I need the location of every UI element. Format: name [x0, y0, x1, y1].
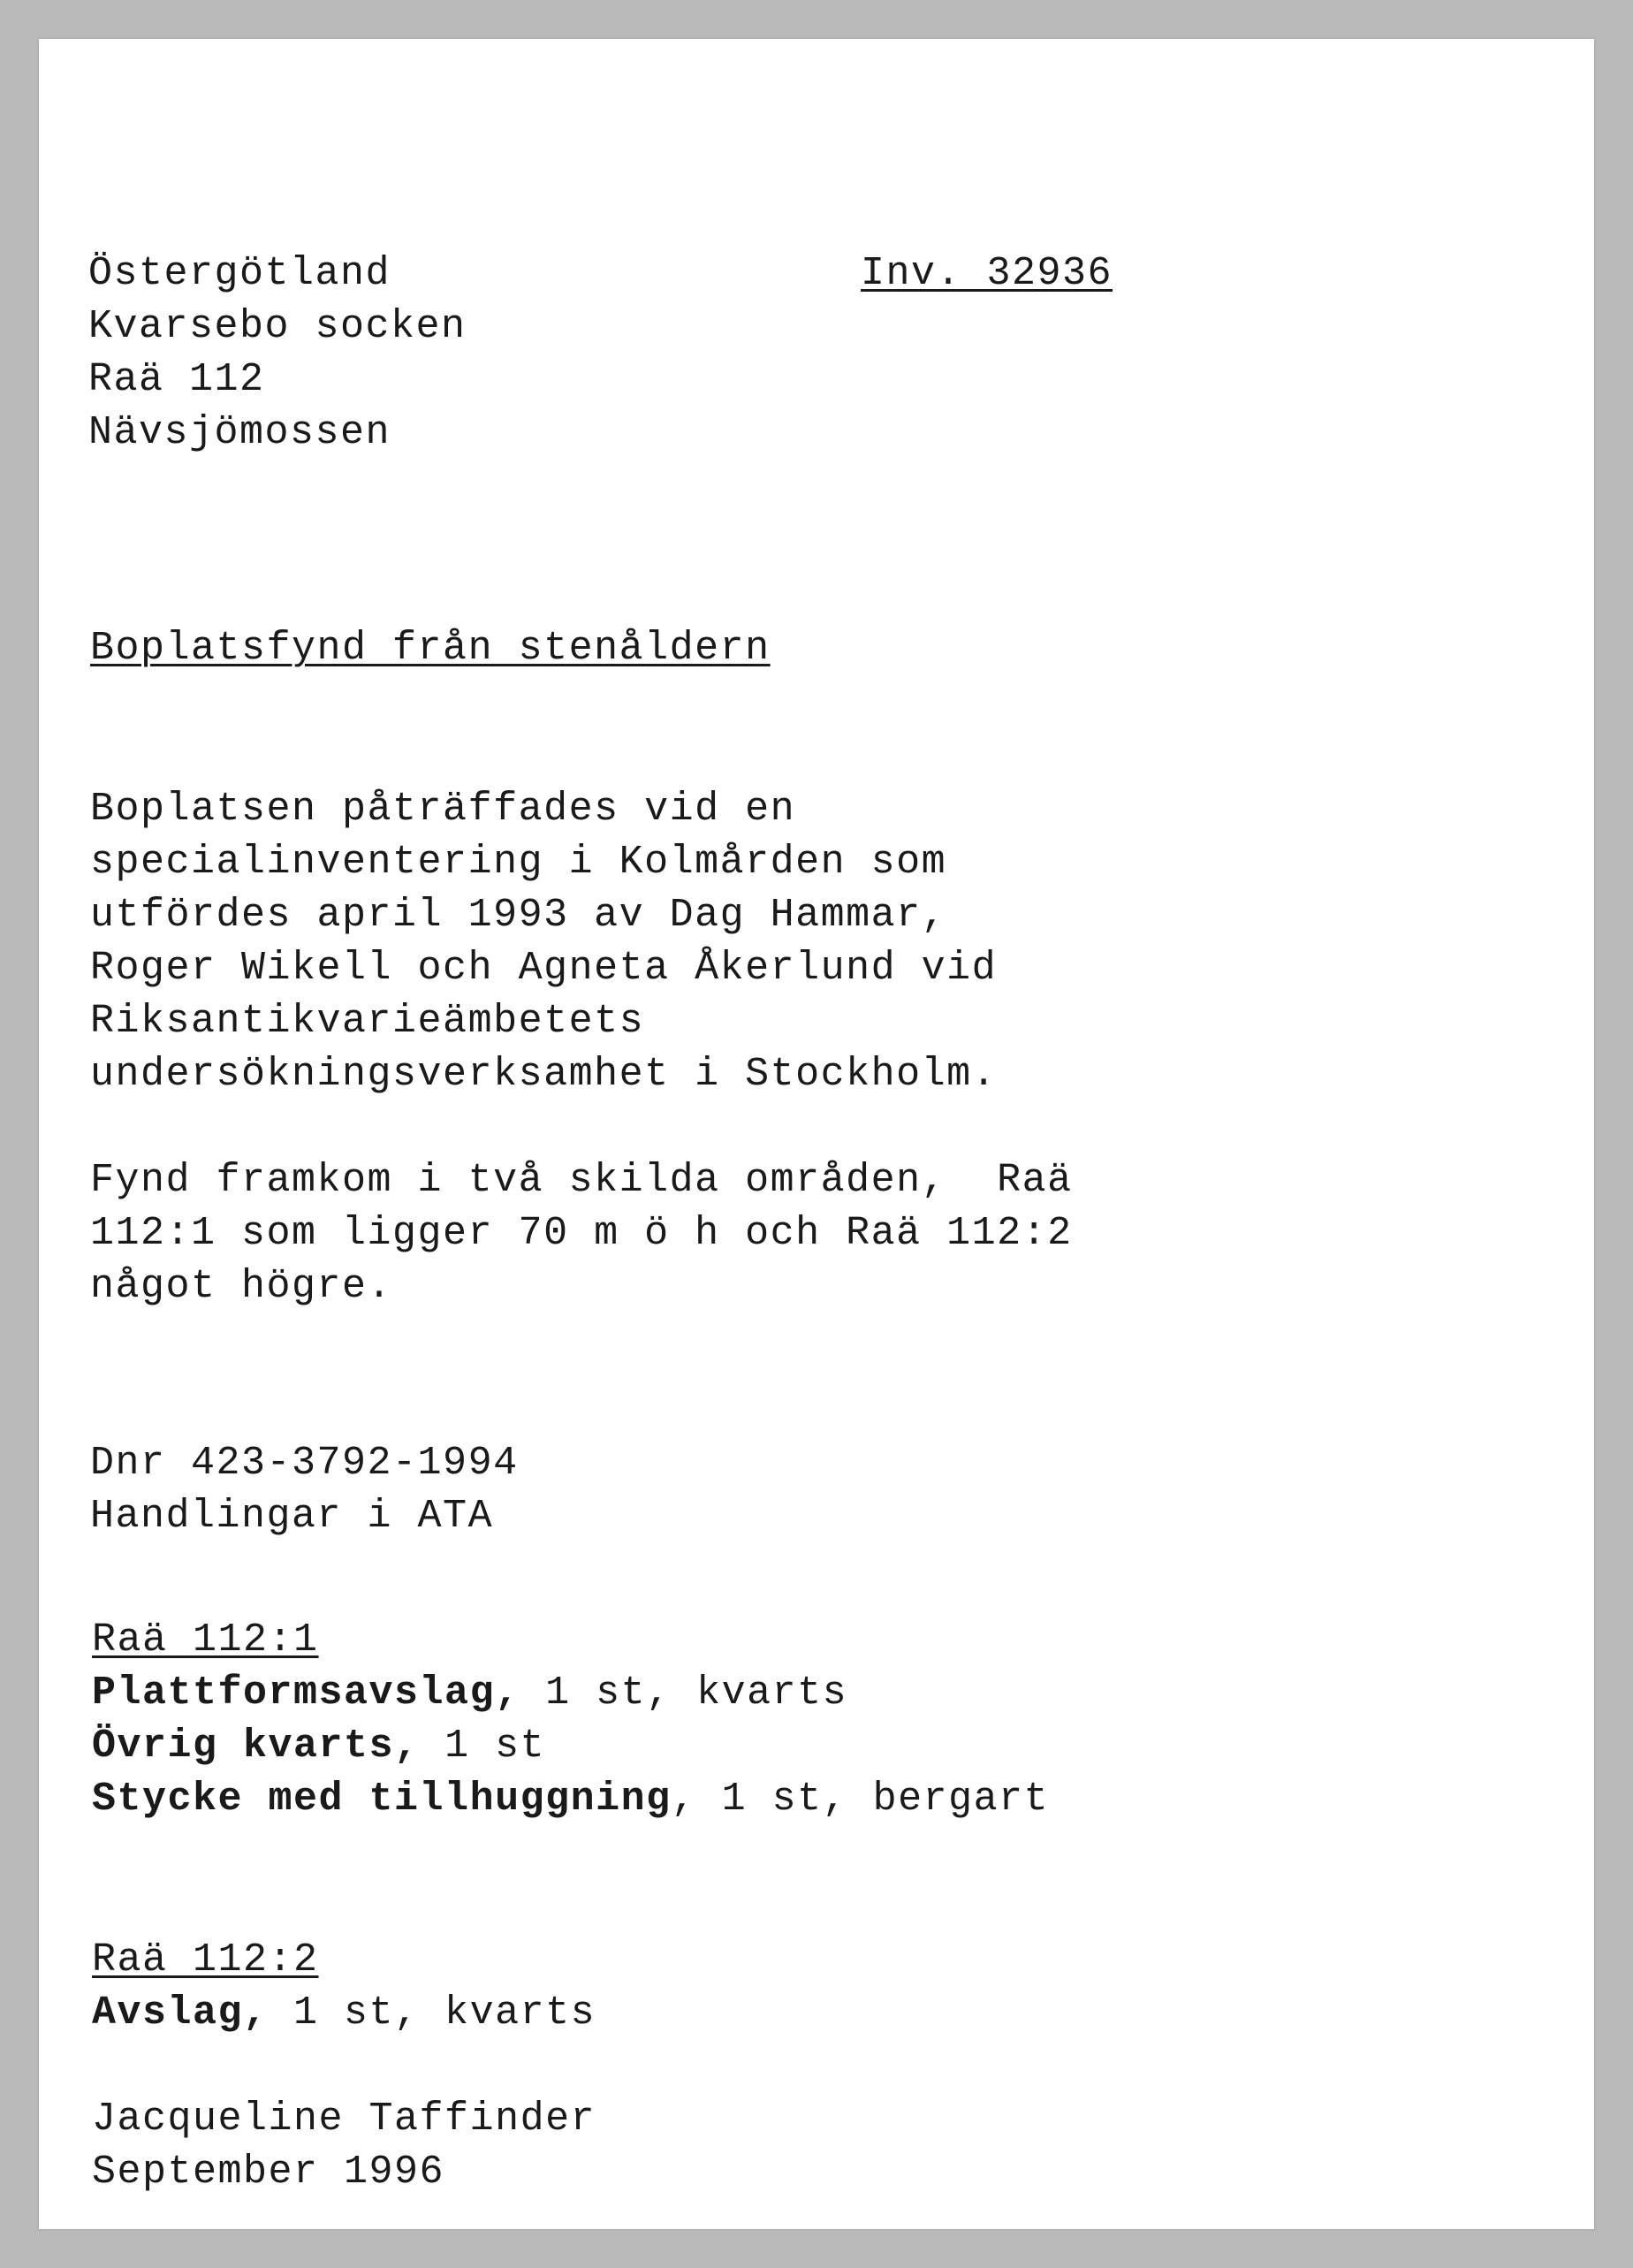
- raa-line: Raä 112: [88, 357, 265, 402]
- date-line: September 1996: [92, 2150, 445, 2195]
- author-line: Jacqueline Taffinder: [92, 2097, 596, 2142]
- document-page: [39, 39, 1594, 2229]
- documents-line: Handlingar i ATA: [90, 1494, 494, 1539]
- find-detail: , 1 st, bergart: [671, 1777, 1050, 1822]
- paragraph-line: något högre.: [90, 1264, 393, 1309]
- find-item: [92, 1667, 847, 1720]
- paragraph-line: specialinventering i Kolmården som: [90, 840, 947, 885]
- find-detail: 1 st: [419, 1724, 546, 1769]
- paragraph-line: 112:1 som ligger 70 m ö h och Raä 112:2: [90, 1211, 1073, 1256]
- site1-heading: Raä 112:1: [92, 1617, 319, 1663]
- paragraph-line: utfördes april 1993 av Dag Hammar,: [90, 893, 947, 938]
- find-name: Avslag,: [92, 1990, 269, 2036]
- site2-heading: Raä 112:2: [92, 1937, 319, 1983]
- paragraph-line: Fynd framkom i två skilda områden, Raä: [90, 1158, 1073, 1203]
- place-line: Nävsjömossen: [88, 410, 391, 455]
- parish-line: Kvarsebo socken: [88, 304, 467, 349]
- find-item: [92, 1773, 1049, 1826]
- find-detail: 1 st, kvarts: [520, 1671, 848, 1716]
- find-name: Stycke med tillhuggning: [92, 1777, 672, 1822]
- document-title: Boplatsfynd från stenåldern: [90, 626, 771, 671]
- find-name: Plattformsavslag,: [92, 1671, 520, 1716]
- paragraph-line: Riksantikvarieämbetets: [90, 999, 645, 1044]
- inventory-number: Inv. 32936: [861, 251, 1113, 296]
- dnr-line: Dnr 423-3792-1994: [90, 1441, 519, 1486]
- paragraph-line: Boplatsen påträffades vid en: [90, 787, 796, 832]
- paragraph-line: undersökningsverksamhet i Stockholm.: [90, 1052, 998, 1097]
- find-item: [92, 1987, 596, 2040]
- find-detail: 1 st, kvarts: [268, 1990, 596, 2036]
- region-line: Östergötland: [88, 251, 391, 296]
- find-item: [92, 1720, 545, 1773]
- find-name: Övrig kvarts,: [92, 1724, 420, 1769]
- paragraph-line: Roger Wikell och Agneta Åkerlund vid: [90, 946, 998, 991]
